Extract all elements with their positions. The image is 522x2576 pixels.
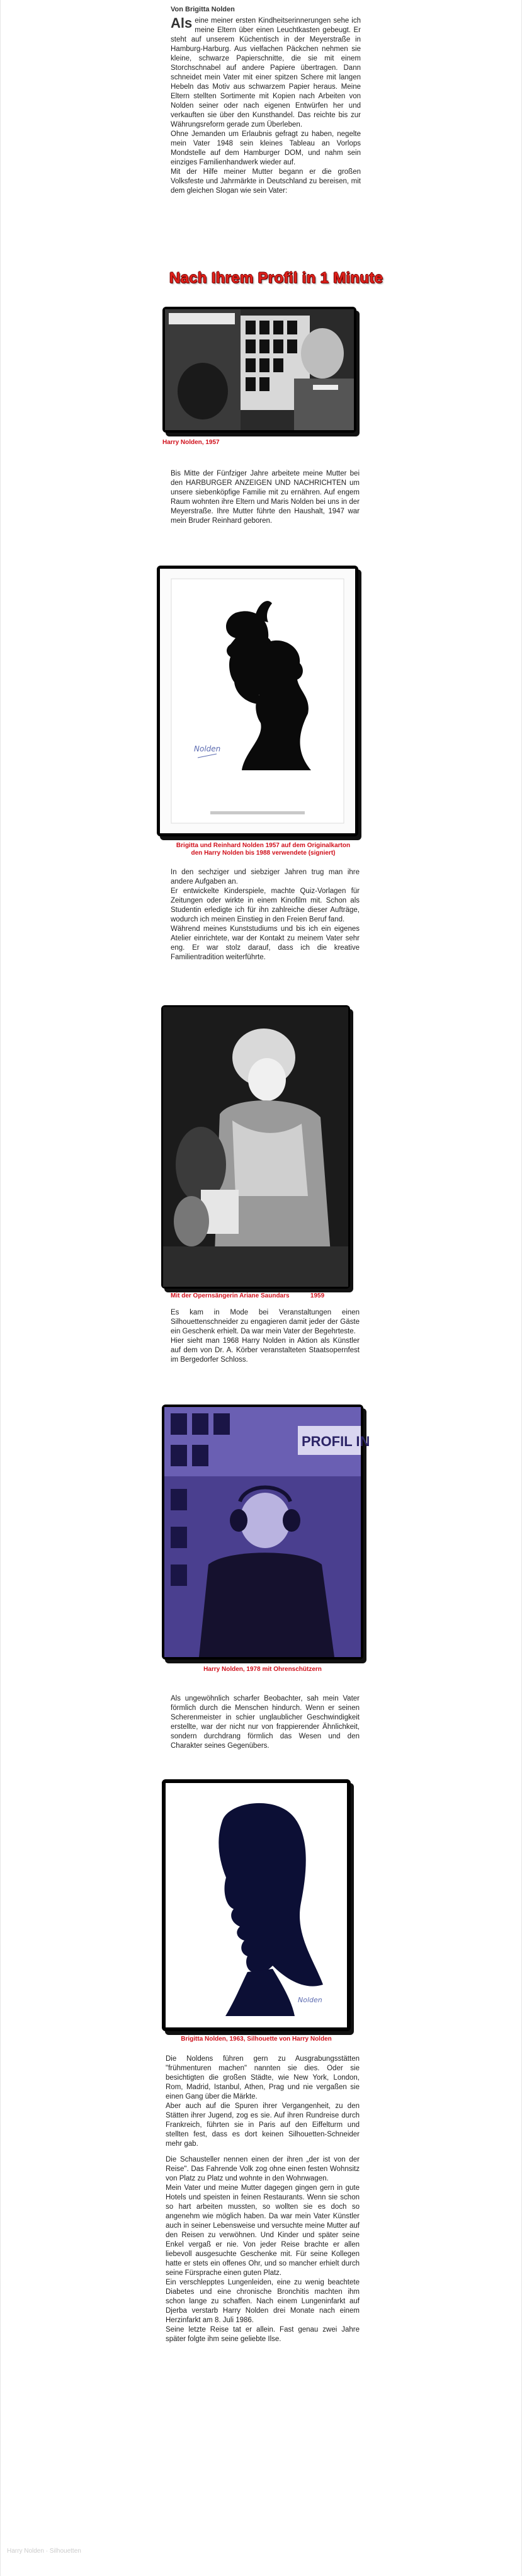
headline-slogan: Nach Ihrem Profil in 1 Minute: [169, 270, 383, 287]
intro-paragraph-1: eine meiner ersten Kindheitserinnerungen sehe ich meine Eltern über einen Leuchtkasten gebeugt. Er steht auf unserem Küchentisch in der Meyerstraße in Hamburg-Harburg. Aus vielfachen Päckchen nehmen sie kleine, schwarze Papierschnitte, die sie mit einem Storchschnabel auf andere Papiere übertragen. Dann schneidet mein Vater mit einer spitzen Schere mit langen Hebeln das Motiv aus schwarzem Papier heraus. Meine Eltern stellten Sortimente mit Kopien nach Arbeiten von Nolden seiner oder nach eigenen Entwürfen her und verkauften sie über den Kunsthandel. Das reichte bis zur Währungsreform gerade zum Überleben.: [171, 17, 361, 128]
silhouette-brigitta-image: [166, 1783, 347, 2027]
photo-harry-1978: [162, 1405, 370, 1660]
block-3-paragraph-2: Er entwickelte Kinderspiele, machte Quiz-Vorlagen für Zeitungen oder wirkte in einem Kinofilm mit. Schon als Studentin erledigte ich für ihn zahlreiche dieser Aufträge, wodurch ich meinen Einstieg in den Freien Beruf fand.: [171, 887, 360, 923]
photo-silhouette-children: [157, 566, 358, 836]
block-6-paragraph-1: Die Noldens führen gern zu Ausgrabungsstätten "frühmenturen machen" nannten sie dies. Oder sie besichtigten die großen Städte, wie New York, London, Rom, Madrid, Istanbul, Athen, Prag und nie vergaßen sie einen Gang über die Märkte.: [166, 2055, 360, 2100]
intro-paragraph-3: Mit der Hilfe meiner Mutter begann er die großen Volksfeste und Jahrmärkte in Deutschland zu bereisen, mit dem gleichen Slogan wie sein Vater:: [171, 168, 361, 195]
block-6-paragraph-4: Mein Vater und meine Mutter dagegen gingen gern in gute Hotels und speisten in feinen Restaurants. Wenn sie schon so hart arbeiten mussten, so wollten sie es doch so angenehm wie möglich haben. Da war mein Vater Künstler auch in seiner Lebensweise und versuchte meine Mutter auf den Reisen zu verwöhnen. Und Kinder und später seine Enkel vergaß er nie. Von jeder Reise brachte er allen liebevoll ausgesuchte Geschenke mit. Für seine Kollegen hatte er stets ein offenes Ohr, und so mancher erhielt durch seine Fürsprache einen guten Platz.: [166, 2184, 360, 2277]
block-6-paragraph-5: Ein verschlepptes Lungenleiden, eine zu wenig beachtete Diabetes und eine chronische Bronchitis machten ihm schon lange zu schaffen. Nach einem Lungeninfarkt auf Djerba verstarb Harry Nolden drei Monate nach einem Herzinfarkt am 8. Juli 1986.: [166, 2279, 360, 2324]
block-6-paragraph-2: Aber auch auf die Spuren ihrer Vergangenheit, zu den Stätten ihrer Jugend, zog es sie. Auf ihren Rundreise durch Frankreich, führten sie in Paris auf den Eiffelturm und stellten fest, dass es dort keinen Silhouetten-Schneider mehr gab.: [166, 2102, 360, 2148]
block-2-paragraph: Bis Mitte der Fünfziger Jahre arbeitete meine Mutter bei den HARBURGER ANZEIGEN UND NACHRICHTEN um unsere siebenköpfige Familie mit zu ernähren. Auf engem Raum wohnten ihre Eltern und Maris Nolden bei uns in der Meyerstraße. Ihre Mutter führte den Haushalt, 1947 war mein Bruder Reinhard geboren.: [171, 470, 360, 525]
photo-silhouette-brigitta: [162, 1779, 351, 2031]
caption-photo-2-line-2: den Harry Nolden bis 1988 verwendete (signiert): [191, 850, 336, 857]
block-3-paragraph-1: In den sechziger und siebziger Jahren trug man ihre andere Aufgaben an.: [171, 869, 360, 886]
block-6-paragraph-3: Die Schausteller nennen einen der ihren „der ist von der Reise". Das Fahrende Volk zog ohne einen festen Wohnsitz von Platz zu Platz und wohnte in den Wohnwagen.: [166, 2156, 360, 2182]
photo-harry-1957: [162, 307, 356, 433]
photo-opera-singer-image: [163, 1007, 348, 1287]
block-4-paragraph-1: Es kam in Mode bei Veranstaltungen einen Silhouettenschneider zu engagieren damit jeder der Gäste ein Geschenk erhielt. Da war mein Vater der Begehrteste.: [171, 1309, 360, 1335]
block-6-paragraph-6: Seine letzte Reise tat er allein. Fast genau zwei Jahre später folgte ihm seine geliebte Ilse.: [166, 2326, 360, 2343]
svg-text:Nolden: Nolden: [298, 1996, 322, 2004]
silhouette-children-image: [160, 569, 355, 833]
footer-watermark: Harry Nolden · Silhouetten: [7, 2548, 81, 2555]
block-3-paragraph-3: Während meines Kunststudiums und bis ich ein eigenes Atelier einrichtete, war der Kontakt zu meinem Vater sehr eng. Er war stolz darauf, dass ich die kreative Familientradition weiterführte.: [171, 925, 360, 961]
photo-harry-1957-image: [165, 309, 354, 430]
caption-photo-4: Harry Nolden, 1978 mit Ohrenschützern: [203, 1666, 322, 1673]
caption-photo-5: Brigitta Nolden, 1963, Silhouette von Harry Nolden: [181, 2036, 332, 2043]
block-6-text: [166, 2055, 360, 2344]
intro-text: [171, 16, 361, 196]
block-2-text: [171, 469, 360, 526]
caption-photo-2-line-1: Brigitta und Reinhard Nolden 1957 auf dem Originalkarton: [176, 842, 351, 849]
photo-harry-1978-image: [164, 1407, 370, 1657]
caption-photo-3: Mit der Opernsängerin Ariane Saundars 1959: [171, 1292, 325, 1299]
intro-paragraph-2: Ohne Jemanden um Erlaubnis gefragt zu haben, negelte mein Vater 1948 sein kleines Tableau an Vorlops Mondstelle auf dem Hamburger DOM, und nahm sein einziges Familienhandwerk wieder auf.: [171, 130, 361, 166]
caption-photo-1: Harry Nolden, 1957: [162, 439, 220, 446]
profil-sign-text: PROFIL IN: [302, 1433, 370, 1449]
block-5-paragraph: Als ungewöhnlich scharfer Beobachter, sah mein Vater förmlich durch die Menschen hindurch. Wenn er seinen Scherenmeister in schier unglaublicher Geschwindigkeit erstellte, war der nicht nur von frappierender Ähnlichkeit, sondern durchdrang förmlich das Wesen und den Charakter seines Gegenübers.: [171, 1695, 360, 1750]
svg-text:Nolden: Nolden: [194, 744, 221, 753]
intro-drop-word: Als: [171, 15, 193, 31]
caption-photo-2: [159, 842, 367, 857]
photo-opera-singer: [161, 1005, 350, 1289]
block-4-text: [171, 1308, 360, 1365]
block-3-text: [171, 868, 360, 962]
block-5-text: [171, 1694, 360, 1751]
block-4-paragraph-2: Hier sieht man 1968 Harry Nolden in Aktion als Künstler auf dem von Dr. A. Körber veranstalteten Staatsopernfest im Bergedorfer Schloss.: [171, 1337, 360, 1364]
author-line: Von Brigitta Nolden: [171, 6, 235, 13]
